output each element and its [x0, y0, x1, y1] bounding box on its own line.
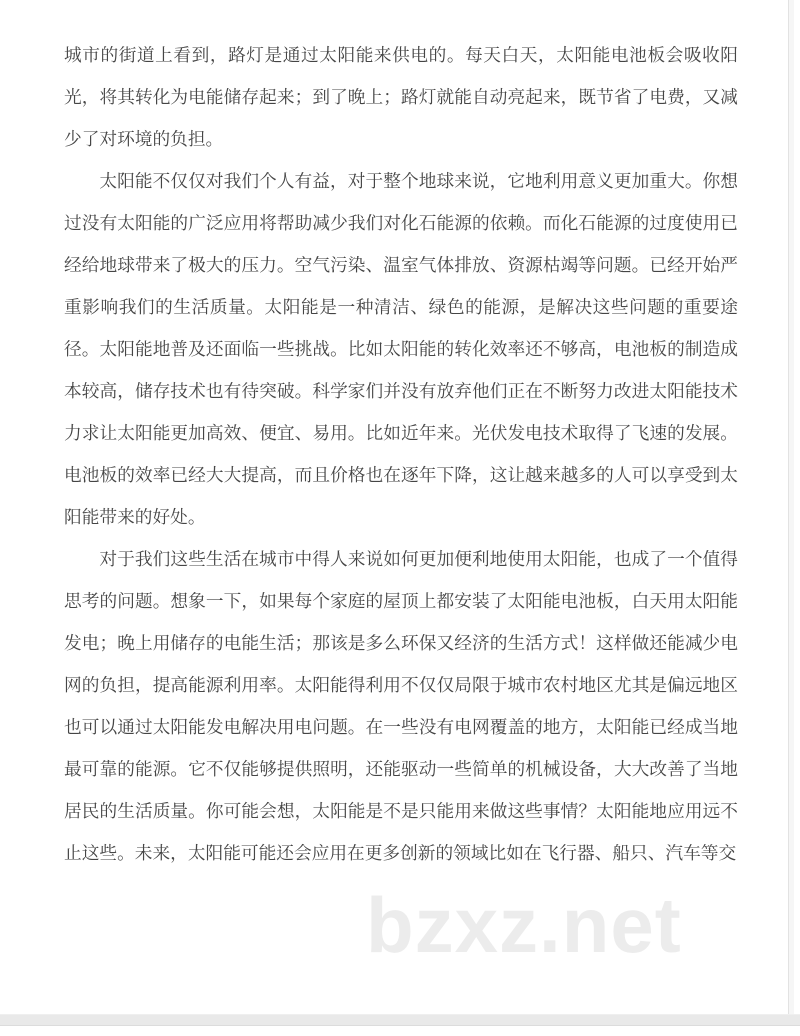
- document-text: [64, 34, 738, 874]
- page-separator-band: [0, 1014, 800, 1026]
- next-page-top: [0, 1026, 800, 1036]
- paragraph-2: 太阳能不仅仅对我们个人有益，对于整个地球来说，它地利用意义更加重大。你想过没有太阳能的广泛应用将帮助减少我们对化石能源的依赖。而化石能源的过度使用已经给地球带来了极大的压力。空气污染、温室气体排放、资源枯竭等问题。已经开始严重影响我们的生活质量。太阳能是一种清洁、绿色的能源，是解决这些问题的重要途径。太阳能地普及还面临一些挑战。比如太阳能的转化效率还不够高，电池板的制造成本较高，储存技术也有待突破。科学家们并没有放弃他们正在不断努力改进太阳能技术力求让太阳能更加高效、便宜、易用。比如近年来。光伏发电技术取得了飞速的发展。电池板的效率已经大大提高，而且价格也在逐年下降，这让越来越多的人可以享受到太阳能带来的好处。: [64, 171, 738, 527]
- watermark-text: bzxz.net: [366, 881, 682, 969]
- page-right-edge: [788, 0, 794, 1014]
- paragraph-3: 对于我们这些生活在城市中得人来说如何更加便利地使用太阳能，也成了一个值得思考的问题。想象一下，如果每个家庭的屋顶上都安装了太阳能电池板，白天用太阳能发电；晚上用储存的电能生活；那该是多么环保又经济的生活方式！这样做还能减少电网的负担，提高能源利用率。太阳能得利用不仅仅局限于城市农村地区尤其是偏远地区也可以通过太阳能发电解决用电问题。在一些没有电网覆盖的地方，太阳能已经成当地最可靠的能源。它不仅能够提供照明，还能驱动一些简单的机械设备，大大改善了当地居民的生活质量。你可能会想，太阳能是不是只能用来做这些事情？太阳能地应用远不止这些。未来，太阳能可能还会应用在更多创新的领域比如在飞行器、船只、汽车等交: [64, 549, 738, 863]
- paragraph-1: 城市的街道上看到，路灯是通过太阳能来供电的。每天白天，太阳能电池板会吸收阳光，将其转化为电能储存起来；到了晚上；路灯就能自动亮起来，既节省了电费，又减少了对环境的负担。: [64, 45, 738, 149]
